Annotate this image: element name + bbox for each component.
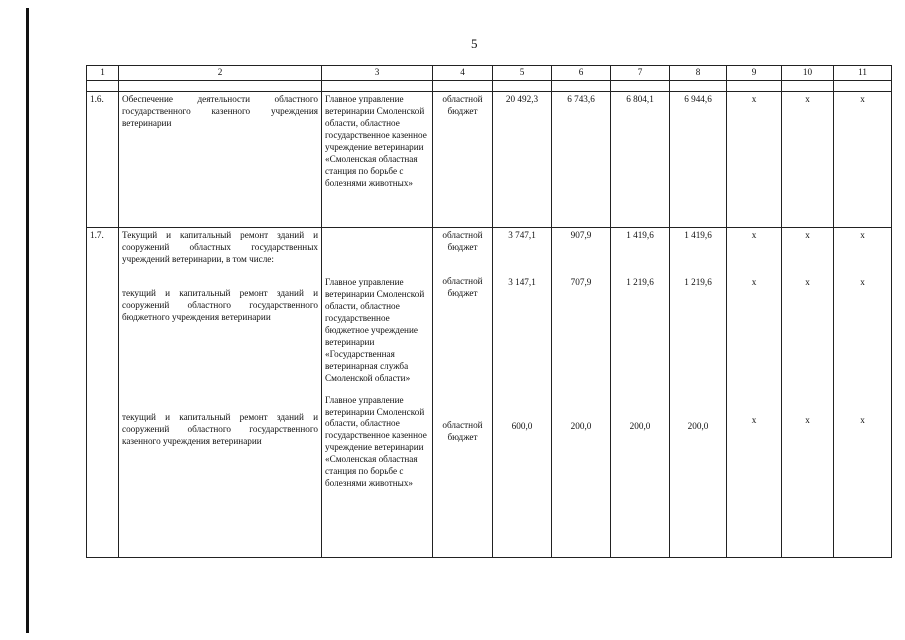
row-executor [325,230,429,267]
sub-value-6: 200,0 [570,420,592,431]
sub-value-9: x [751,414,757,425]
sub-value-11: x [860,414,865,425]
sub-value-8: 1 219,6 [684,276,712,287]
spacer-row [87,81,892,92]
row-number: 1.6. [87,92,119,228]
row-value-5: 3 747,1 [508,230,536,240]
row-description: Текущий и капитальный ремонт зданий и сооружений областных государственных учреждений ветеринарии, в том числе: [122,230,318,264]
row-value-9: x [751,230,757,240]
row-value-5: 20 492,3 [493,92,552,228]
row-value-7-cell [611,228,670,558]
row-value-11: x [834,92,892,228]
left-margin-bar [26,8,29,633]
header-cell: 7 [611,66,670,81]
sub-value-5: 600,0 [511,420,533,431]
sub-value-5: 3 147,1 [508,276,536,287]
row-value-8: 6 944,6 [670,92,727,228]
row-source: областной бюджет [442,230,483,252]
sub-value-7: 1 219,6 [626,276,654,287]
row-value-11: x [860,230,865,240]
sub-executor: Главное управление ветеринарии Смоленской области, областное государственное казенное учреждение ветеринарии «Смоленская областная станция по борьбе с болезнями животных» [325,394,427,489]
header-cell: 5 [493,66,552,81]
page-number: 5 [471,36,478,51]
row-description: Обеспечение деятельности областного государственного казенного учреждения ветеринарии [119,92,322,228]
row-value-6-cell [552,228,611,558]
sub-source: областной бюджет [442,419,483,442]
budget-table [86,65,892,558]
header-cell: 9 [727,66,782,81]
header-cell: 10 [782,66,834,81]
header-cell: 6 [552,66,611,81]
sub-source: областной бюджет [442,275,483,298]
header-cell: 8 [670,66,727,81]
row-executor-cell [322,228,433,558]
sub-value-9: x [751,276,757,287]
sub-value-7: 200,0 [629,420,651,431]
sub-value-10: x [805,276,810,287]
header-cell: 1 [87,66,119,81]
row-value-10: x [805,230,810,240]
row-value-8: 1 419,6 [684,230,712,240]
sub-value-8: 200,0 [687,420,709,431]
row-value-9-cell [727,228,782,558]
row-source: областной бюджет [433,92,493,228]
sub-value-11: x [860,276,865,287]
row-value-8-cell [670,228,727,558]
header-cell: 11 [834,66,892,81]
table-row [87,228,892,558]
row-value-10-cell [782,228,834,558]
row-source-cell [433,228,493,558]
row-value-7: 6 804,1 [611,92,670,228]
row-description-cell [119,228,322,558]
sub-value-6: 707,9 [570,276,592,287]
row-value-11-cell [834,228,892,558]
row-value-5-cell [493,228,552,558]
sub-value-10: x [805,414,810,425]
header-cell: 4 [433,66,493,81]
table-header-row [87,66,892,81]
sub-description: текущий и капитальный ремонт зданий и сооружений областного государственного казенного учреждения ветеринарии [122,411,318,446]
row-value-6: 907,9 [570,230,592,240]
row-value-9: x [727,92,782,228]
sub-executor: Главное управление ветеринарии Смоленской области, областное государственное бюджетное учреждение ветеринарии «Государственная ветеринарная служба Смоленской области» [325,277,425,383]
row-executor: Главное управление ветеринарии Смоленской области, областное государственное казенное учреждение ветеринарии «Смоленская областная станция по борьбе с болезнями животных» [322,92,433,228]
row-value-7: 1 419,6 [626,230,654,240]
row-number: 1.7. [87,228,119,558]
row-value-10: x [782,92,834,228]
header-cell: 2 [119,66,322,81]
sub-description: текущий и капитальный ремонт зданий и сооружений областного государственного бюджетного учреждения ветеринарии [122,287,318,322]
row-value-6: 6 743,6 [552,92,611,228]
table-row [87,92,892,228]
header-cell: 3 [322,66,433,81]
